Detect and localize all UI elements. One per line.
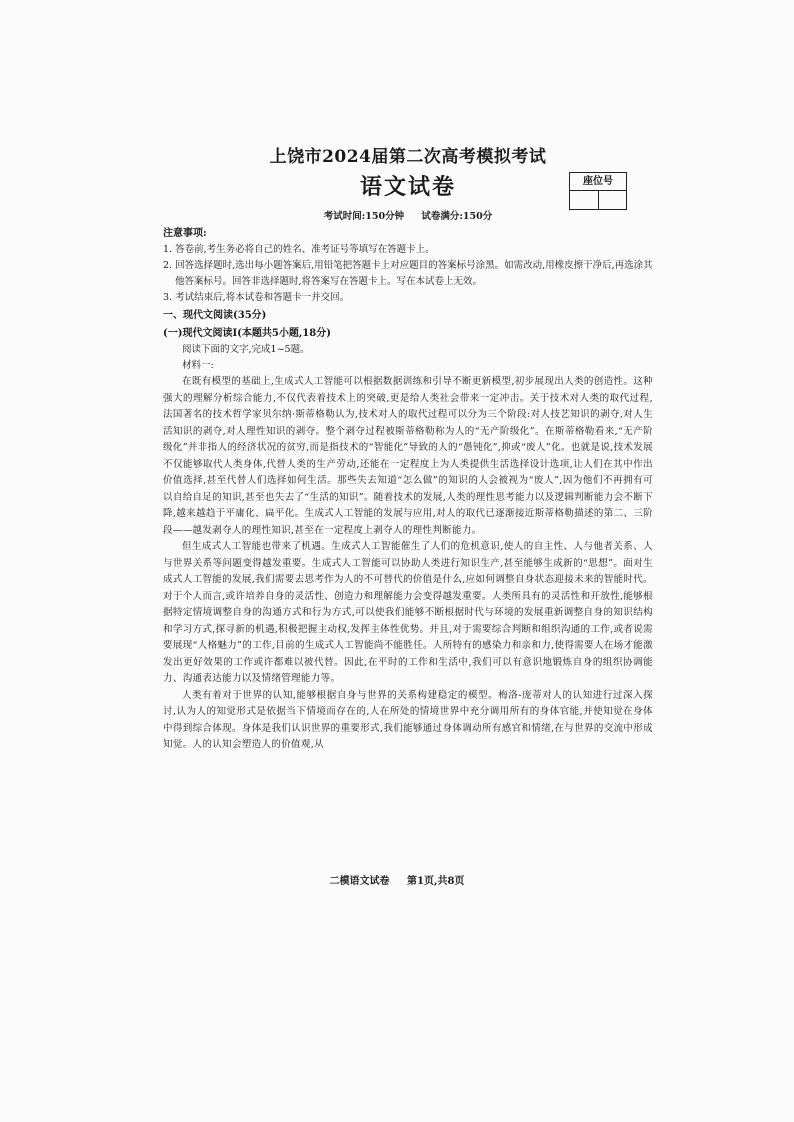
material-label: 材料一: [182,360,214,371]
footer-page-info: 第1页,共8页 [407,876,465,887]
exam-subtitle: 语文试卷 [359,174,456,200]
reading-instruction: 阅读下面的文字,完成1~5题。 [182,344,310,355]
exam-time: 考试时间:150分钟 [323,211,405,222]
seat-number-label: 座位号 [570,173,626,191]
material-paragraph: 人类有着对于世界的认知,能够根据自身与世界的关系构建稳定的模型。梅洛-庞蒂对人的认知进行过深入探讨,认为人的知觉形式是依据当下情境而存在的,人在所处的情境世界中充分调用所有的身体官能,并使知觉在身体中得到综合体现。身体是我们认识世界的重要形式,我们能够通过身体调动所有感官和情绪,在与世界的交流中形成知觉。人的认知会塑造人的价值观,从 [163,689,653,750]
page-footer [0,874,794,890]
material-paragraph: 但生成式人工智能也带来了机遇。生成式人工智能催生了人们的危机意识,使人的自主性、人与他者关系、人与世界关系等问题变得越发重要。生成式人工智能可以协助人类进行知识生产,甚至能够生成新的“思想”。面对生成式人工智能的发展,我们需要去思考作为人的不可替代的价值是什么,应如何调整自身状态迎接未来的智能时代。对于个人而言,或许培养自身的灵活性、创造力和理解能力会变得越发重要。人类所具有的灵活性和开放性,能够根据特定情境调整自身的沟通方式和行为方式,可以使我们能够不断根据时代与环境的发展重新调整自身的知识结构和学习方式,探寻新的机遇,积极把握主动权,发挥主体性优势。并且,对于需要综合判断和组织沟通的工作,或者说需要展现“人格魅力”的工作,目前的生成式人工智能尚不能胜任。人所特有的感染力和亲和力,使得需要人在场才能激发出更好效果的工作或许都难以被代替。因此,在平时的工作和生活中,我们可以有意识地锻炼自身的组织协调能力、沟通表达能力以及情绪管理能力等。 [163,541,653,684]
material-paragraph: 在既有模型的基础上,生成式人工智能可以根据数据训练和引导不断更新模型,初步展现出人类的创造性。这种强大的理解分析综合能力,不仅代表着技术上的突破,更是给人类社会带来一定冲击。关于技术对人类的取代过程,法国著名的技术哲学家贝尔纳·斯蒂格勒认为,技术对人的取代过程可以分为三个阶段:对人技艺知识的剥夺,对人生活知识的剥夺,对人理性知识的剥夺。整个剥夺过程被斯蒂格勒称为人的“无产阶级化”。在斯蒂格勒看来,“无产阶级化”并非指人的经济状况的贫穷,而是指技术的“智能化”导致的人的“愚钝化”,抑或“废人”化。也就是说,技术发展不仅能够取代人类身体,代替人类的生产劳动,还能在一定程度上为人类提供生活选择设计选项,让人们在其中作出价值选择,甚至代替人们选择如何生活。那些失去知道“怎么做”的知识的人会被视为“废人”,因为他们不再拥有可以自给自足的知识,甚至也失去了“生活的知识”。随着技术的发展,人类的理性思考能力以及逻辑判断能力会不断下降,越来越趋于平庸化、扁平化。生成式人工智能的发展与应用,对人的取代已逐渐接近斯蒂格勒描述的第二、三阶段——越发剥夺人的理性知识,甚至在一定程度上剥夺人的理性判断能力。 [163,376,653,536]
section-heading: 一、现代文阅读(35分) [163,310,267,321]
exam-content [163,146,653,754]
exam-title: 上饶市2024届第二次高考模拟考试 [269,147,547,167]
subsection-heading: (一)现代文阅读Ⅰ(本题共5小题,18分) [163,328,331,339]
exam-info [163,210,653,224]
note-item: 3. 考试结束后,将本试卷和答题卡一并交回。 [163,292,350,303]
footer-paper-name: 二模语文试卷 [329,876,390,887]
full-score: 试卷满分:150分 [421,211,493,222]
notes-heading: 注意事项: [163,228,207,239]
note-item: 2. 回答选择题时,选出每小题答案后,用铅笔把答题卡上对应题目的答案标号涂黑。如需改动,用橡皮擦干净后,再选涂其他答案标号。回答非选择题时,将答案写在答题卡上。写在本试卷上无效。 [163,260,653,287]
note-item: 1. 答卷前,考生务必将自己的姓名、准考证号等填写在答题卡上。 [163,244,435,255]
